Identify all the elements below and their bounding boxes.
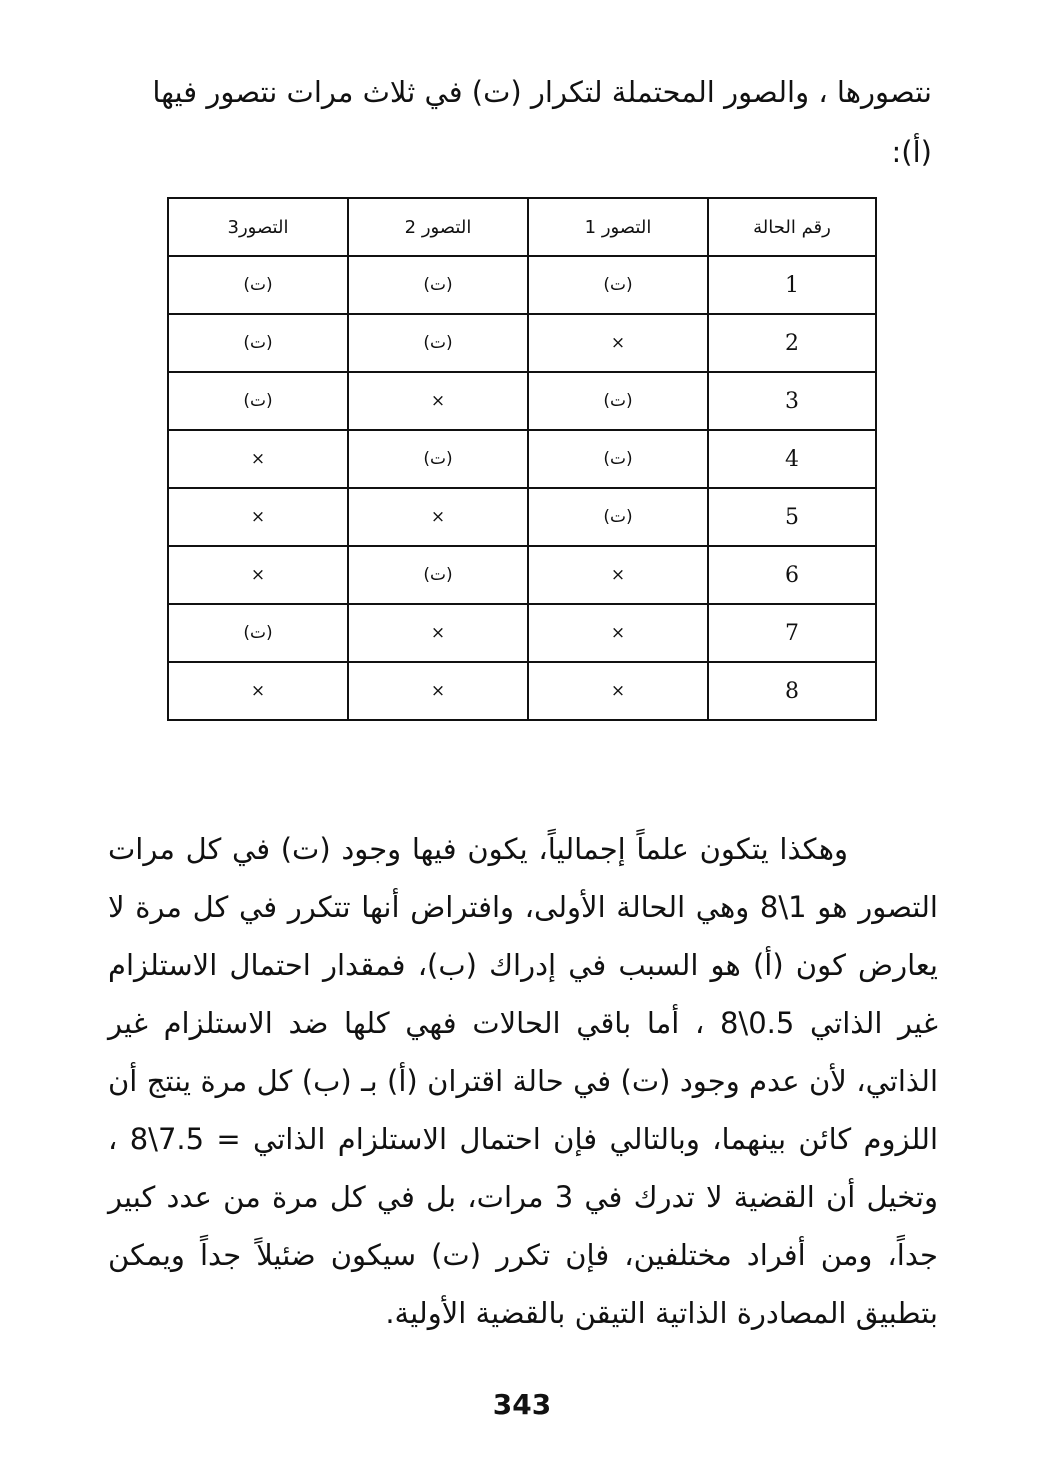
table-cell: × xyxy=(168,662,348,720)
table-cell: (ت) xyxy=(528,256,708,314)
table-cell: × xyxy=(528,604,708,662)
table-row xyxy=(168,256,876,314)
table-cell: (ت) xyxy=(348,256,528,314)
case-number-cell: 2 xyxy=(708,314,876,372)
case-number-cell: 5 xyxy=(708,488,876,546)
table-cell: × xyxy=(528,546,708,604)
table-cell: × xyxy=(348,372,528,430)
case-number-cell: 8 xyxy=(708,662,876,720)
table-row xyxy=(168,372,876,430)
table-cell: (ت) xyxy=(528,430,708,488)
table-row xyxy=(168,488,876,546)
table-cell: × xyxy=(168,546,348,604)
table-row xyxy=(168,662,876,720)
table-header-row xyxy=(168,198,876,256)
table-row xyxy=(168,430,876,488)
case-number-cell: 3 xyxy=(708,372,876,430)
intro-line-2: (أ): xyxy=(891,135,932,169)
body-paragraph-text: وهكذا يتكون علماً إجمالياً، يكون فيها وجود (ت) في كل مرات التصور هو 1\8 وهي الحالة الأولى، وافتراض أنها تتكرر في كل مرة لا يعارض كون (أ) هو السبب في إدراك (ب)، فمقدار احتمال الاستلزام غير الذاتي 0.5\8 ، أما باقي الحالات فهي كلها ضد الاستلزام غير الذاتي، لأن عدم وجود (ت) في حالة اقتران (أ) بـ (ب) كل مرة ينتج أن اللزوم كائن بينهما، وبالتالي فإن احتمال الاستلزام الذاتي = 7.5\8 ، وتخيل أن القضية لا تدرك في 3 مرات، بل في كل مرة من عدد كبير جداً، ومن أفراد مختلفين، فإن تكرر (ت) سيكون ضئيلاً جداً ويمكن بتطبيق المصادرة الذاتية التيقن بالقضية الأولية. xyxy=(108,832,939,1330)
header-perception-2: التصور 2 xyxy=(348,198,528,256)
header-case-number: رقم الحالة xyxy=(708,198,876,256)
table-cell: (ت) xyxy=(168,372,348,430)
header-perception-3: التصور3 xyxy=(168,198,348,256)
table-cell: (ت) xyxy=(528,372,708,430)
table-cell: (ت) xyxy=(168,256,348,314)
case-number-cell: 1 xyxy=(708,256,876,314)
case-number-cell: 4 xyxy=(708,430,876,488)
table-row xyxy=(168,546,876,604)
table-cell: × xyxy=(528,314,708,372)
table-cell: × xyxy=(168,430,348,488)
table-cell: (ت) xyxy=(348,430,528,488)
table-cell: (ت) xyxy=(168,314,348,372)
header-perception-1: التصور 1 xyxy=(528,198,708,256)
table-cell: (ت) xyxy=(348,314,528,372)
table-cell: × xyxy=(528,662,708,720)
table-cell: (ت) xyxy=(528,488,708,546)
table-row xyxy=(168,314,876,372)
table-cell: × xyxy=(348,604,528,662)
intro-text xyxy=(100,62,932,182)
case-number-cell: 6 xyxy=(708,546,876,604)
cases-table xyxy=(167,197,877,721)
body-paragraph xyxy=(108,820,938,1342)
table-cell: × xyxy=(168,488,348,546)
table-cell: (ت) xyxy=(168,604,348,662)
intro-line-1: نتصورها ، والصور المحتملة لتكرار (ت) في ثلاث مرات نتصور فيها xyxy=(152,75,932,109)
case-number-cell: 7 xyxy=(708,604,876,662)
page-number: 343 xyxy=(492,1388,552,1421)
table-cell: × xyxy=(348,488,528,546)
table-cell: × xyxy=(348,662,528,720)
table-row xyxy=(168,604,876,662)
table-cell: (ت) xyxy=(348,546,528,604)
